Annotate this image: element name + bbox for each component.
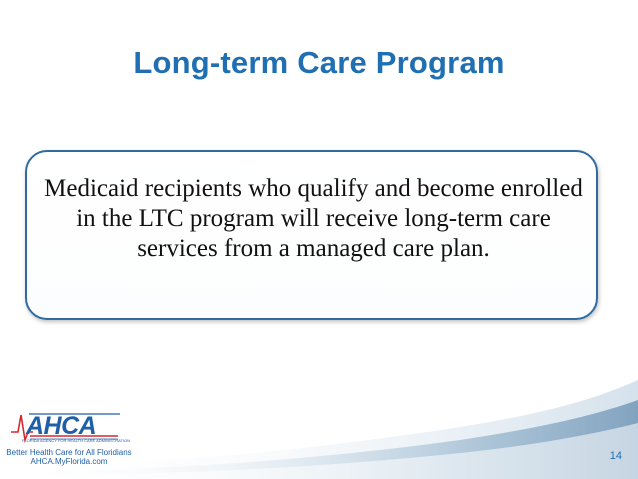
slide-title: Long-term Care Program xyxy=(133,45,505,80)
ahca-logo-text: AHCA xyxy=(26,412,97,440)
ahca-url: AHCA.MyFlorida.com xyxy=(30,457,108,466)
ahca-logo-subtitle: FLORIDA AGENCY FOR HEALTH CARE ADMINISTRATION xyxy=(22,438,131,443)
ahca-logo xyxy=(4,410,134,468)
content-callout-box xyxy=(25,150,598,320)
callout-body-text: Medicaid recipients who qualify and become enrolled in the LTC program will receive long-term care services from a managed care plan. xyxy=(44,175,583,262)
slide-page-number: 14 xyxy=(609,450,622,462)
ahca-tagline: Better Health Care for All Floridians xyxy=(6,448,132,457)
